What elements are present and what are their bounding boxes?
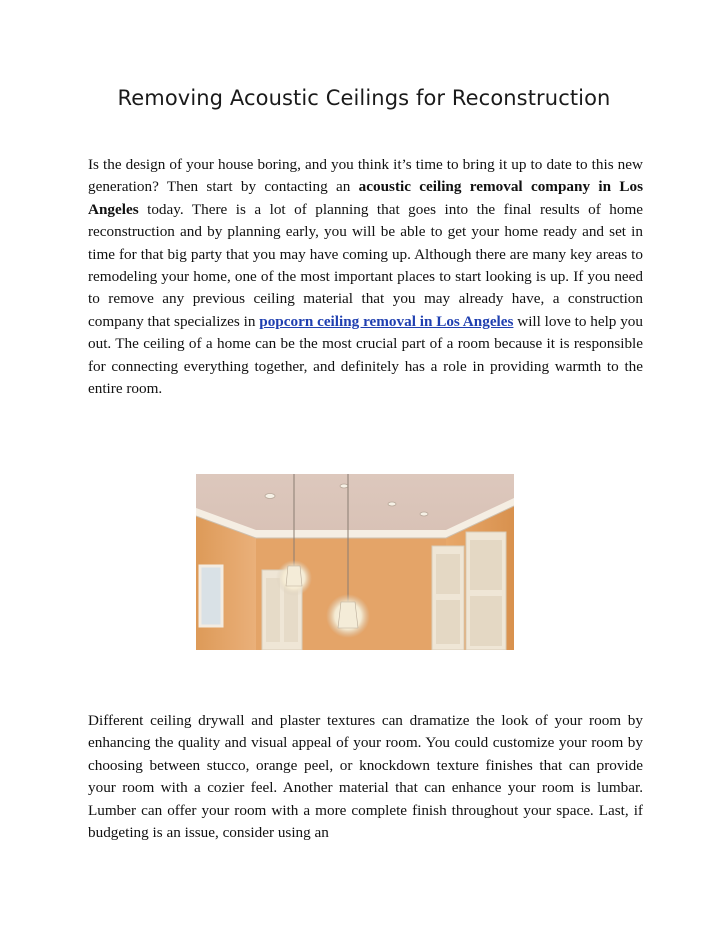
paragraph-text: will love to help you out. The ceiling of a home can be the most crucial part of a room because it is responsible for connecting everything together, and definitely has a role in providing warmth to the entire room. [88, 312, 643, 398]
textures-paragraph: Different ceiling drywall and plaster textures can dramatize the look of your room by enhancing the quality and visual appeal of your room. You could customize your room by choosing between stucco, orange peel, or knockdown texture finishes that can provide your room with a cozier feel. Another material that can enhance your room is lumbar. Lumber can offer your room with a more complete finish throughout your space. Last, if budgeting is an issue, consider using an [88, 712, 643, 842]
ceiling-room-photo [196, 474, 514, 650]
bold-keyword: acoustic ceiling removal company in Los Angeles [88, 178, 643, 218]
paragraph-text: today. There is a lot of planning that goes into the final results of home reconstruction and by planning early, you will be able to get your home ready and set in time for that big party that you may have coming up. Although there are many key areas to remodeling your home, one of the most important places to start looking is up. If you need to remove any previous ceiling material that you may already have, a construction company that specializes in [88, 200, 643, 330]
paragraph-text: Is the design of your house boring, and you think it’s time to bring it up to date to this new generation? Then start by contacting an [88, 156, 643, 196]
intro-paragraph [88, 154, 643, 400]
popcorn-ceiling-link[interactable]: popcorn ceiling removal in Los Angeles [259, 312, 514, 330]
document-title: Removing Acoustic Ceilings for Reconstruction [117, 86, 611, 110]
